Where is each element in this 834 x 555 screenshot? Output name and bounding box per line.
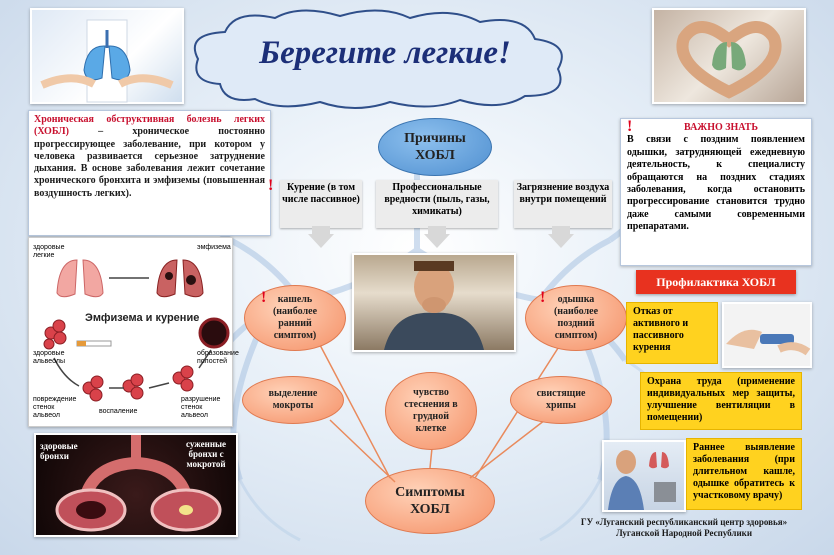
cause-occupational-text: Профессиональные вредности (пыль, газы, химикаты) — [384, 182, 490, 217]
exclamation-icon: ! — [268, 177, 274, 194]
prevention-title: Профилактика ХОБЛ — [636, 270, 796, 294]
definition-highlight: Хроническая обструктивная болезнь легких (ХОБЛ) — [34, 114, 265, 138]
definition-text: – хроническое постоянно прогрессирующее заболевание, при котором у человека развивается серьезное затруднение дыхания. В основе заболевания лежит сочетание хронического бронхита и эмфиземы (повышенная воздушность легких). — [34, 126, 265, 199]
symptoms-title-line1: Симптомы — [395, 485, 465, 500]
symptom-cough-text: кашель (наиболее ранний симптом) — [272, 294, 318, 341]
important-box — [620, 118, 812, 266]
footer — [560, 517, 808, 539]
cause-smoking-text: Курение (в том числе пассивное) — [282, 182, 360, 205]
doctor-icon — [604, 442, 684, 510]
label-healthy-lungs: здоровые легкие — [33, 244, 65, 259]
label-wall-damage: повреждение стенок альвеол — [33, 396, 77, 419]
doctor-spirometry-photo — [602, 440, 686, 512]
symptom-dyspnea-text: одышка (наиболее поздний симптом) — [553, 294, 599, 341]
exclamation-icon: ! — [627, 118, 633, 135]
symptom-wheezing — [510, 376, 612, 424]
exclamation-icon: ! — [261, 289, 267, 306]
label-inflammation: воспаление — [99, 408, 138, 415]
important-title: ВАЖНО ЗНАТЬ — [684, 122, 758, 133]
inhaler-icon — [724, 304, 810, 366]
label-emphysema: эмфизема — [197, 244, 231, 251]
symptom-sputum — [242, 376, 344, 424]
cause-indoor-air-text: Загрязнение воздуха внутри помещений — [516, 182, 610, 205]
label-healthy-bronchi: здоровые бронхи — [40, 441, 78, 461]
prevention-quit-smoking: Отказ от активного и пассивного курения — [626, 302, 718, 364]
symptom-sputum-text: выделение мокроты — [268, 388, 318, 411]
label-wall-destruction: разрушение стенок альвеол — [181, 396, 221, 419]
symptom-chest-tightness — [385, 372, 477, 450]
important-text: В связи с поздним появлением одышки, затрудняющей ежедневную деятельность, к специалисту обращаются на поздних стадиях заболевания, когда остановить прогрессирование становится трудно даже самыми современными препаратами. — [627, 134, 805, 233]
prevention-early-detection: Раннее выявление заболевания (при длительном кашле, одышке обратитесь к участковому врачу) — [686, 438, 802, 510]
symptoms-title-line2: ХОБЛ — [410, 502, 450, 517]
footer-line1: ГУ «Луганский республиканский центр здоровья» — [580, 517, 788, 527]
prevention-labor-safety: Охрана труда (применение индивидуальных мер защиты, улучшение вентиляции в помещении) — [640, 372, 802, 430]
label-cavities: образование полостей — [197, 350, 239, 365]
symptom-wheezing-text: свистящие хрипы — [536, 388, 586, 411]
diagram-title: Эмфизема и курение — [85, 312, 200, 324]
symptom-dyspnea — [525, 285, 627, 351]
label-narrowed-bronchi: суженные бронхи с мокротой — [185, 439, 227, 469]
symptom-cough — [244, 285, 346, 351]
exclamation-icon: ! — [540, 289, 546, 306]
footer-line2: Луганской Народной Республики — [615, 528, 753, 538]
label-healthy-alveoli: здоровые альвеолы — [33, 350, 66, 365]
page-title: Берегите легкие! — [259, 34, 511, 71]
no-smoking-photo — [722, 302, 812, 368]
causes-title-line1: Причины — [404, 131, 466, 146]
symptom-chest-tightness-text: чувство стеснения в грудной клетке — [404, 387, 458, 434]
causes-title-line2: ХОБЛ — [415, 148, 455, 163]
